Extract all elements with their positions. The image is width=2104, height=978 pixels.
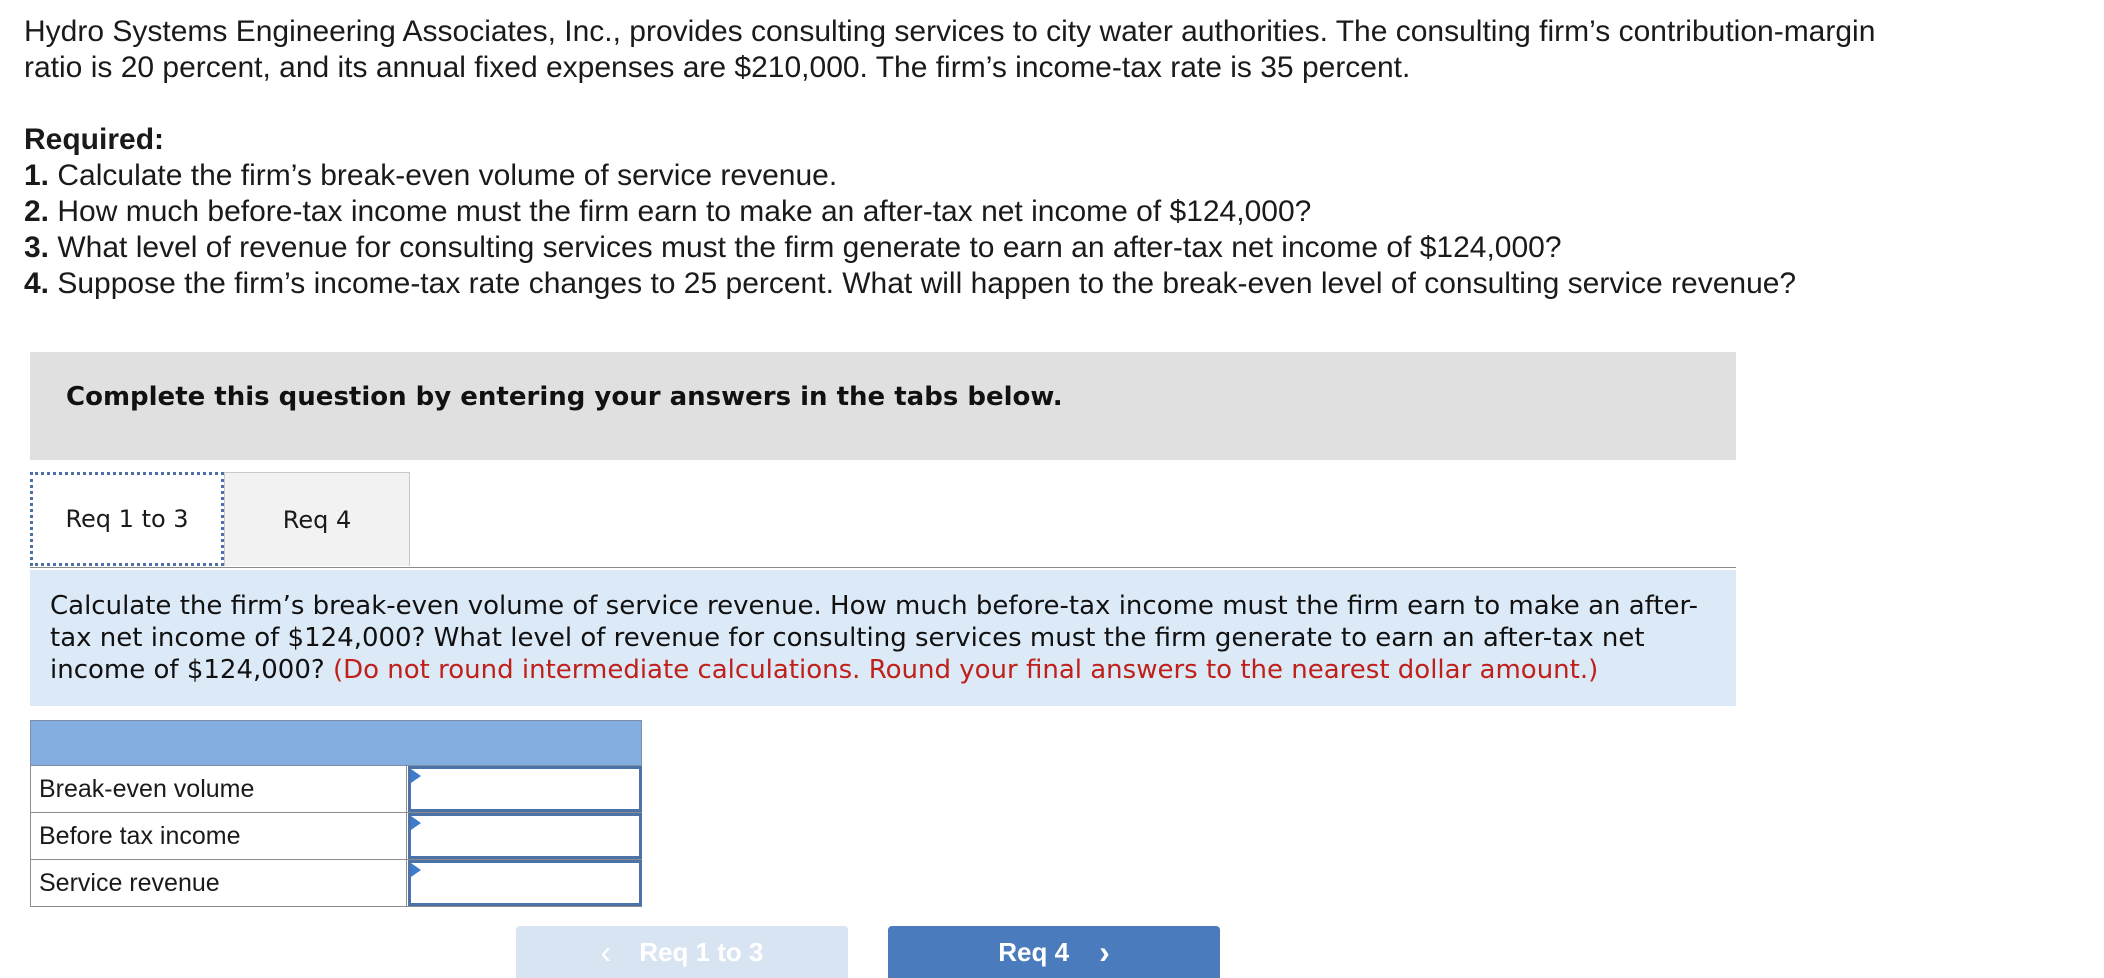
chevron-right-icon: › [1099, 934, 1110, 970]
next-button-label: Req 4 [998, 936, 1070, 967]
instruction-banner [30, 352, 1736, 460]
question-panel [30, 570, 1736, 706]
requirement-text: Suppose the firm’s income-tax rate changes to 25 percent. What will happen to the break-even level of consulting service revenue? [49, 267, 1797, 300]
requirement-text: Calculate the firm’s break-even volume of service revenue. [49, 159, 838, 192]
required-heading: Required: [24, 123, 165, 156]
requirement-text: How much before-tax income must the firm earn to make an after-tax net income of $124,000? [49, 195, 1312, 228]
requirement-number: 1. [24, 159, 50, 192]
requirement-number: 3. [24, 231, 50, 264]
prev-tab-button[interactable] [516, 926, 848, 978]
next-tab-button[interactable] [888, 926, 1220, 978]
requirement-3 [24, 230, 1924, 266]
break-even-volume-input[interactable] [408, 766, 642, 812]
tab-req-4[interactable]: Req 4 [224, 472, 410, 566]
requirement-text: What level of revenue for consulting services must the firm generate to earn an after-tax net income of $124,000? [49, 231, 1562, 264]
requirement-number: 2. [24, 195, 50, 228]
row-label: Break-even volume [31, 766, 407, 812]
chevron-left-icon: ‹ [600, 934, 612, 970]
table-row-break-even-volume [30, 766, 642, 813]
tab-divider [30, 567, 1736, 568]
before-tax-income-input[interactable] [408, 813, 642, 859]
problem-intro: Hydro Systems Engineering Associates, Inc., provides consulting services to city water authorities. The consulting firm’s contribution-margin ratio is 20 percent, and its annual fixed expenses are $210,000. The firm’s income-tax rate is 35 percent. [24, 15, 1876, 84]
answer-table [30, 720, 642, 907]
service-revenue-input[interactable] [408, 860, 642, 906]
prev-button-label: Req 1 to 3 [639, 936, 764, 967]
row-label: Before tax income [31, 813, 407, 859]
requirement-2 [24, 194, 1924, 230]
requirement-4 [24, 266, 1924, 302]
requirement-number: 4. [24, 267, 50, 300]
tab-req-1-to-3[interactable]: Req 1 to 3 [30, 472, 224, 566]
requirement-1 [24, 158, 1924, 194]
problem-statement [24, 14, 1924, 302]
question-prompt: Calculate the firm’s break-even volume of service revenue. How much before-tax income must the firm earn to make an after-tax net income of $124,000? What level of revenue for consulting services must the firm generate to earn an after-tax net income of $124,000? [50, 591, 1698, 685]
rounding-note: (Do not round intermediate calculations. Round your final answers to the nearest dollar amount.) [332, 655, 1599, 685]
table-row-service-revenue [30, 860, 642, 907]
row-label: Service revenue [31, 860, 407, 906]
table-row-before-tax-income [30, 813, 642, 860]
instruction-text: Complete this question by entering your answers in the tabs below. [66, 382, 1063, 412]
table-header [30, 720, 642, 766]
question-text [50, 590, 1710, 686]
